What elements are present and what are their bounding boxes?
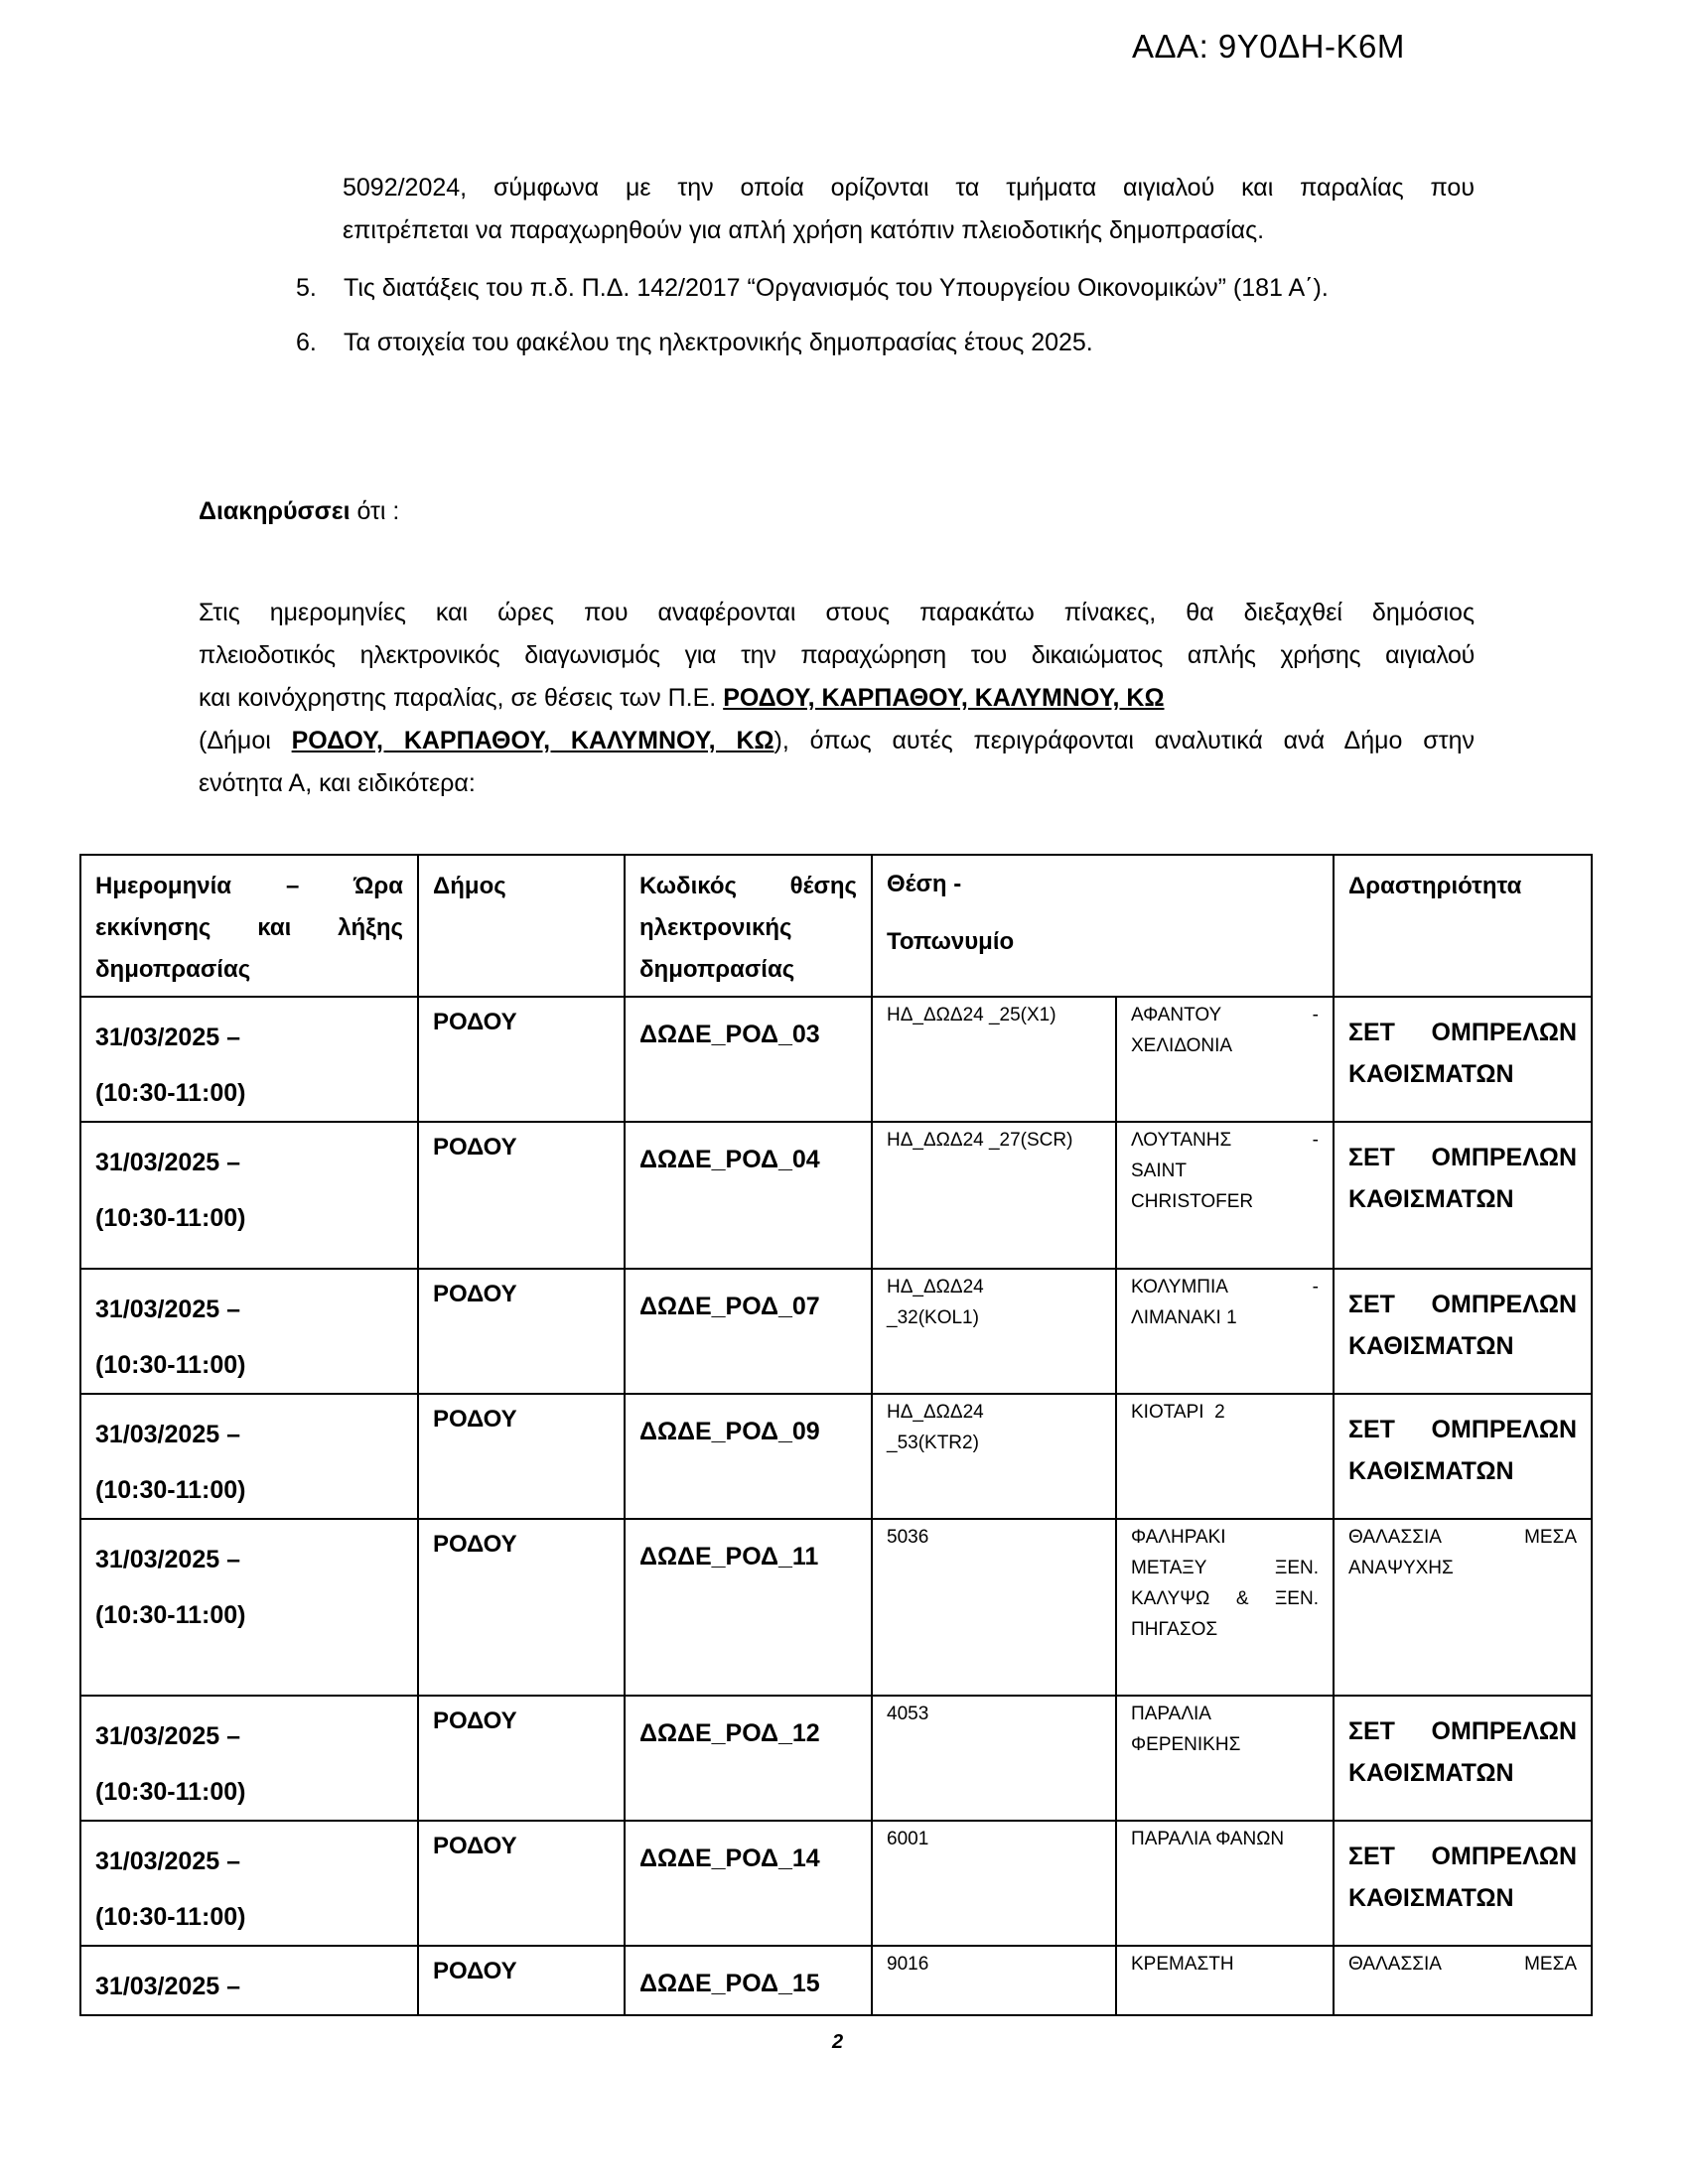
activity-word: ΜΕΣΑ — [1524, 1527, 1577, 1548]
cell-dimos: ΡΟΔΟΥ — [418, 997, 625, 1122]
cell-date — [80, 1269, 418, 1394]
date-text: 31/03/2025 – — [95, 1024, 240, 1051]
date-text: 31/03/2025 – — [95, 1149, 240, 1176]
table-row — [80, 1519, 1592, 1696]
position-code-line: ΗΔ_ΔΩΔ24 — [887, 1277, 984, 1297]
time-text: (10:30-11:00) — [95, 1903, 246, 1931]
header-place-line-1: Θέση - — [887, 871, 962, 897]
cell-toponym — [1116, 1269, 1334, 1394]
activity-word: ΑΝΑΨΥΧΗΣ — [1348, 1558, 1454, 1578]
activity-word: ΚΑΘΙΣΜΑΤΩΝ — [1348, 1060, 1514, 1088]
toponym-word: SAINT — [1131, 1160, 1187, 1181]
cell-dimos: ΡΟΔΟΥ — [418, 1821, 625, 1946]
cell-toponym: ΚΙΟΤΑΡΙ 2 — [1116, 1394, 1334, 1519]
list-number: 5. — [296, 274, 317, 302]
table-row — [80, 1696, 1592, 1821]
time-text: (10:30-11:00) — [95, 1079, 246, 1107]
cell-position-code — [872, 1269, 1116, 1394]
toponym-word: ΛΟΥΤΑΝΗΣ — [1131, 1130, 1232, 1151]
toponym-word: ΑΦΑΝΤΟΥ — [1131, 1005, 1222, 1025]
activity-word: ΚΑΘΙΣΜΑΤΩΝ — [1348, 1759, 1514, 1787]
cell-date — [80, 997, 418, 1122]
toponym-word: ΛΙΜΑΝΑΚΙ 1 — [1131, 1307, 1237, 1328]
cell-code: ΔΩΔΕ_ΡΟΔ_14 — [625, 1821, 872, 1946]
declaration-bold: Διακηρύσσει — [199, 497, 351, 525]
table-header-row — [80, 855, 1592, 997]
cell-code: ΔΩΔΕ_ΡΟΔ_12 — [625, 1696, 872, 1821]
activity-word: ΚΑΘΙΣΜΑΤΩΝ — [1348, 1332, 1514, 1360]
activity-word: ΟΜΠΡΕΛΩΝ — [1431, 1144, 1577, 1171]
activity-word: ΘΑΛΑΣΣΙΑ — [1348, 1954, 1442, 1975]
list-text: Τα στοιχεία του φακέλου της ηλεκτρονικής δημοπρασίας έτους 2025. — [344, 329, 1093, 356]
activity-word: ΣΕΤ — [1348, 1144, 1395, 1171]
toponym-word: ΞΕΝ. — [1274, 1588, 1319, 1609]
table-row — [80, 997, 1592, 1122]
cell-activity — [1334, 997, 1592, 1122]
activity-word: ΣΕΤ — [1348, 1019, 1395, 1046]
toponym-word: ΚΟΛΥΜΠΙΑ — [1131, 1277, 1228, 1297]
cell-position-code: ΗΔ_ΔΩΔ24 _27(SCR) — [872, 1122, 1116, 1269]
cell-position-code: 9016 — [872, 1946, 1116, 2015]
cell-position-code: ΗΔ_ΔΩΔ24 _25(X1) — [872, 997, 1116, 1122]
header-place-line-2: Τοπωνυμίο — [887, 928, 1015, 955]
declaration-heading — [199, 493, 399, 529]
toponym-word: ΠΗΓΑΣΟΣ — [1131, 1619, 1218, 1640]
activity-word: ΟΜΠΡΕΛΩΝ — [1431, 1416, 1577, 1443]
continuation-line-2: επιτρέπεται να παραχωρηθούν για απλή χρήση κατόπιν πλειοδοτικής δημοπρασίας. — [343, 216, 1265, 244]
regional-units: ΡΟΔΟΥ, ΚΑΡΠΑΘΟΥ, ΚΑΛΥΜΝΟΥ, ΚΩ — [723, 684, 1165, 712]
header-code: Κωδικός θέσης ηλεκτρονικής δημοπρασίας — [625, 855, 872, 997]
table-row — [80, 1946, 1592, 2015]
continuation-line-1: 5092/2024, σύμφωνα με την οποία ορίζονται τα τμήματα αιγιαλού και παραλίας που — [343, 174, 1475, 202]
cell-toponym — [1116, 1696, 1334, 1821]
toponym-dash: - — [1312, 1277, 1319, 1297]
date-text: 31/03/2025 – — [95, 1973, 240, 2000]
header-place — [872, 855, 1334, 997]
para-line-3 — [199, 677, 1475, 720]
toponym-word: ΦΑΛΗΡΑΚΙ — [1131, 1527, 1226, 1548]
para-line-1: Στις ημερομηνίες και ώρες που αναφέρονται στους παρακάτω πίνακες, θα διεξαχθεί δημόσιος — [199, 599, 1475, 626]
cell-code: ΔΩΔΕ_ΡΟΔ_11 — [625, 1519, 872, 1696]
toponym-word: ΠΑΡΑΛΙΑ — [1131, 1704, 1211, 1724]
date-text: 31/03/2025 – — [95, 1546, 240, 1573]
activity-word: ΟΜΠΡΕΛΩΝ — [1431, 1019, 1577, 1046]
activity-word: ΟΜΠΡΕΛΩΝ — [1431, 1291, 1577, 1318]
list-number: 6. — [296, 329, 317, 356]
para-line-2: πλειοδοτικός ηλεκτρονικός διαγωνισμός για την παραχώρηση του δικαιώματος απλής χρήσης αιγιαλού — [199, 641, 1475, 669]
cell-activity — [1334, 1269, 1592, 1394]
cell-toponym — [1116, 997, 1334, 1122]
cell-dimos: ΡΟΔΟΥ — [418, 1122, 625, 1269]
activity-word: ΟΜΠΡΕΛΩΝ — [1431, 1717, 1577, 1745]
cell-toponym — [1116, 1122, 1334, 1269]
ada-document-id: ΑΔΑ: 9Υ0ΔΗ-Κ6Μ — [1132, 28, 1405, 65]
cell-date — [80, 1946, 418, 2015]
header-dimos: Δήμος — [418, 855, 625, 997]
cell-toponym — [1116, 1519, 1334, 1696]
activity-word: ΜΕΣΑ — [1524, 1954, 1577, 1975]
continuation-paragraph — [343, 167, 1475, 252]
toponym-dash: - — [1312, 1130, 1319, 1151]
header-activity: Δραστηριότητα — [1334, 855, 1592, 997]
cell-activity — [1334, 1696, 1592, 1821]
cell-code: ΔΩΔΕ_ΡΟΔ_04 — [625, 1122, 872, 1269]
para-line-5: ενότητα Α, και ειδικότερα: — [199, 769, 476, 797]
cell-code: ΔΩΔΕ_ΡΟΔ_09 — [625, 1394, 872, 1519]
date-text: 31/03/2025 – — [95, 1847, 240, 1875]
activity-word: ΣΕΤ — [1348, 1291, 1395, 1318]
activity-word: ΚΑΘΙΣΜΑΤΩΝ — [1348, 1884, 1514, 1912]
date-text: 31/03/2025 – — [95, 1421, 240, 1448]
toponym-dash: - — [1312, 1005, 1319, 1025]
intro-paragraph — [199, 592, 1475, 805]
activity-word: ΘΑΛΑΣΣΙΑ — [1348, 1527, 1442, 1548]
table-row — [80, 1269, 1592, 1394]
position-code-line: _32(KOL1) — [887, 1307, 979, 1328]
para-line-4-pre: (Δήμοι — [199, 727, 292, 754]
list-text: Τις διατάξεις του π.δ. Π.Δ. 142/2017 “Οργανισμός του Υπουργείου Οικονομικών” (181 Α΄). — [344, 274, 1329, 302]
cell-position-code: 5036 — [872, 1519, 1116, 1696]
toponym-word: ΜΕΤΑΞΥ — [1131, 1558, 1207, 1578]
cell-code: ΔΩΔΕ_ΡΟΔ_15 — [625, 1946, 872, 2015]
cell-date — [80, 1696, 418, 1821]
toponym-word: CHRISTOFER — [1131, 1191, 1254, 1212]
activity-word: ΚΑΘΙΣΜΑΤΩΝ — [1348, 1185, 1514, 1213]
toponym-word: & — [1235, 1588, 1249, 1609]
cell-date — [80, 1519, 418, 1696]
cell-dimos: ΡΟΔΟΥ — [418, 1519, 625, 1696]
table-row — [80, 1821, 1592, 1946]
cell-code: ΔΩΔΕ_ΡΟΔ_03 — [625, 997, 872, 1122]
activity-word: ΣΕΤ — [1348, 1843, 1395, 1870]
cell-position-code: 4053 — [872, 1696, 1116, 1821]
activity-word: ΣΕΤ — [1348, 1717, 1395, 1745]
toponym-word: ΚΑΛΥΨΩ — [1131, 1588, 1210, 1609]
para-line-4 — [199, 720, 1475, 762]
cell-activity — [1334, 1394, 1592, 1519]
cell-date — [80, 1394, 418, 1519]
cell-position-code: 6001 — [872, 1821, 1116, 1946]
cell-dimos: ΡΟΔΟΥ — [418, 1696, 625, 1821]
para-line-3-text: και κοινόχρηστης παραλίας, σε θέσεις των Π.Ε. — [199, 684, 724, 712]
cell-date — [80, 1821, 418, 1946]
time-text: (10:30-11:00) — [95, 1778, 246, 1806]
auction-table — [79, 854, 1593, 2016]
table-row — [80, 1122, 1592, 1269]
activity-word: ΚΑΘΙΣΜΑΤΩΝ — [1348, 1457, 1514, 1485]
toponym-word: ΞΕΝ. — [1274, 1558, 1319, 1578]
header-date: Ημερομηνία – Ώρα εκκίνησης και λήξης δημοπρασίας — [80, 855, 418, 997]
position-code-line: _53(KTR2) — [887, 1433, 979, 1453]
cell-activity — [1334, 1122, 1592, 1269]
position-code-line: ΗΔ_ΔΩΔ24 — [887, 1402, 984, 1423]
time-text: (10:30-11:00) — [95, 1204, 246, 1232]
time-text: (10:30-11:00) — [95, 1601, 246, 1629]
cell-toponym: ΚΡΕΜΑΣΤΗ — [1116, 1946, 1334, 2015]
cell-dimos: ΡΟΔΟΥ — [418, 1946, 625, 2015]
cell-toponym: ΠΑΡΑΛΙΑ ΦΑΝΩΝ — [1116, 1821, 1334, 1946]
cell-activity — [1334, 1519, 1592, 1696]
date-text: 31/03/2025 – — [95, 1296, 240, 1323]
cell-position-code — [872, 1394, 1116, 1519]
time-text: (10:30-11:00) — [95, 1351, 246, 1379]
cell-code: ΔΩΔΕ_ΡΟΔ_07 — [625, 1269, 872, 1394]
cell-activity — [1334, 1821, 1592, 1946]
cell-date — [80, 1122, 418, 1269]
declaration-rest: ότι : — [350, 497, 400, 525]
cell-activity — [1334, 1946, 1592, 2015]
cell-dimos: ΡΟΔΟΥ — [418, 1394, 625, 1519]
table-row — [80, 1394, 1592, 1519]
toponym-word: ΦΕΡΕΝΙΚΗΣ — [1131, 1734, 1241, 1755]
municipalities: ΡΟΔΟΥ, ΚΑΡΠΑΘΟΥ, ΚΑΛΥΜΝΟΥ, ΚΩ — [291, 727, 774, 754]
activity-word: ΟΜΠΡΕΛΩΝ — [1431, 1843, 1577, 1870]
para-line-4-post: ), όπως αυτές περιγράφονται αναλυτικά ανά Δήμο στην — [774, 727, 1475, 754]
date-text: 31/03/2025 – — [95, 1722, 240, 1750]
cell-dimos: ΡΟΔΟΥ — [418, 1269, 625, 1394]
time-text: (10:30-11:00) — [95, 1476, 246, 1504]
activity-word: ΣΕΤ — [1348, 1416, 1395, 1443]
page-number: 2 — [832, 2031, 844, 2053]
toponym-word: ΧΕΛΙΔΟΝΙΑ — [1131, 1035, 1233, 1056]
